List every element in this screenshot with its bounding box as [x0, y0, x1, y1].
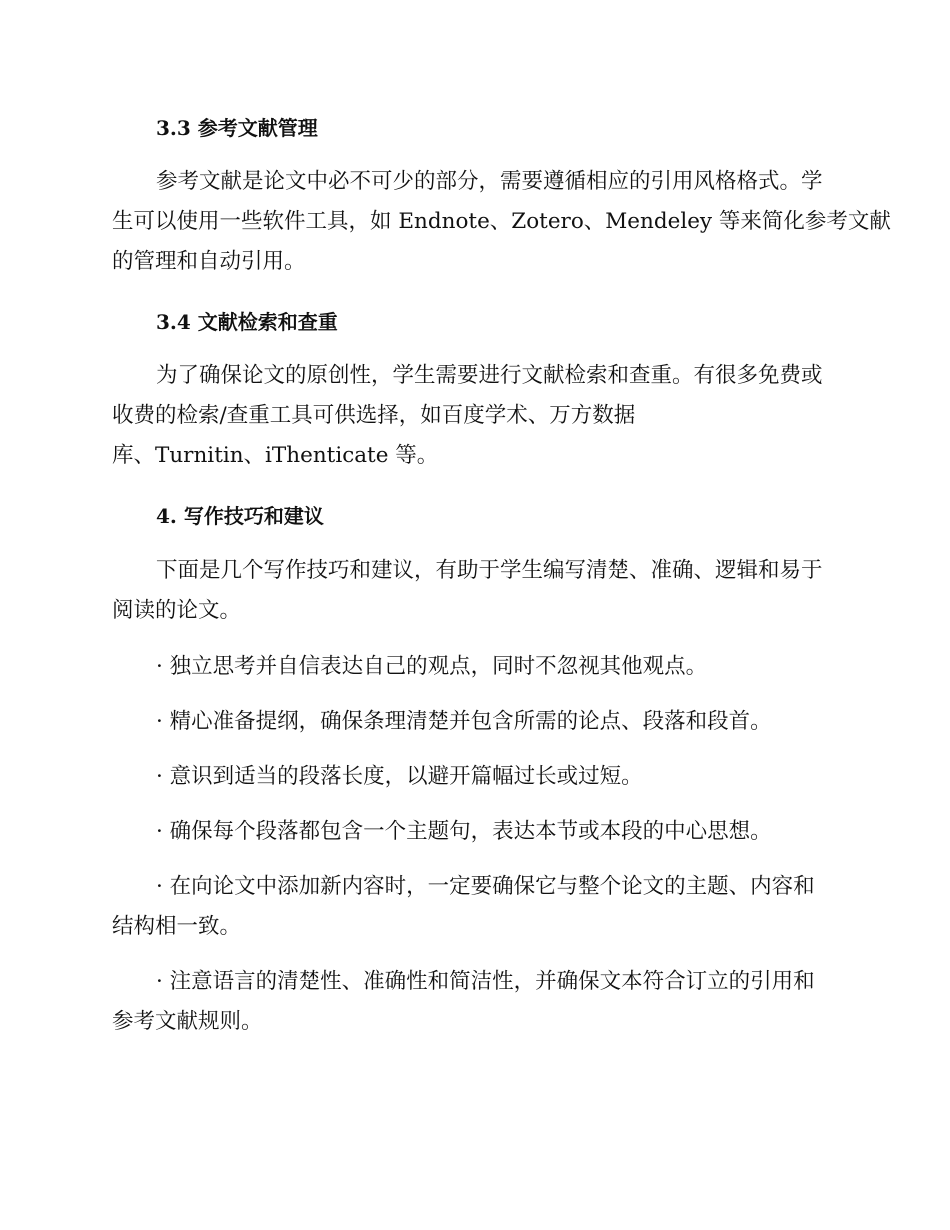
bullet-line: · 确保每个段落都包含一个主题句，表达本节或本段的中心思想。 [156, 819, 772, 844]
paragraph-line: 的管理和自动引用。 [112, 249, 306, 274]
bullet-item [112, 702, 838, 742]
section-heading-3-3: 3.3 参考文献管理 [156, 116, 318, 140]
section-paragraph-4 [112, 551, 838, 631]
paragraph-line: 下面是几个写作技巧和建议，有助于学生编写清楚、准确、逻辑和易于 [156, 558, 823, 583]
paragraph-line: 库、Turnitin、iThenticate 等。 [112, 443, 439, 468]
bullet-line: · 独立思考并自信表达自己的观点，同时不忽视其他观点。 [156, 654, 708, 679]
section-paragraph-3-4 [112, 356, 838, 476]
bullet-line: · 注意语言的清楚性、准确性和简洁性，并确保文本符合订立的引用和 [156, 969, 815, 994]
bullet-item [112, 962, 838, 1042]
bullet-item [112, 757, 838, 797]
bullet-line: · 精心准备提纲，确保条理清楚并包含所需的论点、段落和段首。 [156, 709, 772, 734]
bullet-line: · 意识到适当的段落长度，以避开篇幅过长或过短。 [156, 764, 643, 789]
bullet-line: 结构相一致。 [112, 914, 242, 939]
section-heading-4: 4. 写作技巧和建议 [156, 504, 324, 528]
section-heading-3-4: 3.4 文献检索和查重 [156, 310, 338, 334]
section-paragraph-3-3 [112, 162, 891, 282]
bullet-line: · 在向论文中添加新内容时，一定要确保它与整个论文的主题、内容和 [156, 874, 815, 899]
paragraph-line: 阅读的论文。 [112, 598, 242, 623]
bullet-item [112, 867, 838, 947]
bullet-line: 参考文献规则。 [112, 1009, 263, 1034]
bullet-item [112, 812, 838, 852]
paragraph-line: 生可以使用一些软件工具，如 Endnote、Zotero、Mendeley 等来简化参考文献 [112, 209, 891, 234]
paragraph-line: 收费的检索/查重工具可供选择，如百度学术、万方数据 [112, 403, 636, 428]
paragraph-line: 参考文献是论文中必不可少的部分，需要遵循相应的引用风格格式。学 [156, 169, 823, 194]
bullet-item [112, 647, 838, 687]
paragraph-line: 为了确保论文的原创性，学生需要进行文献检索和查重。有很多免费或 [156, 363, 823, 388]
